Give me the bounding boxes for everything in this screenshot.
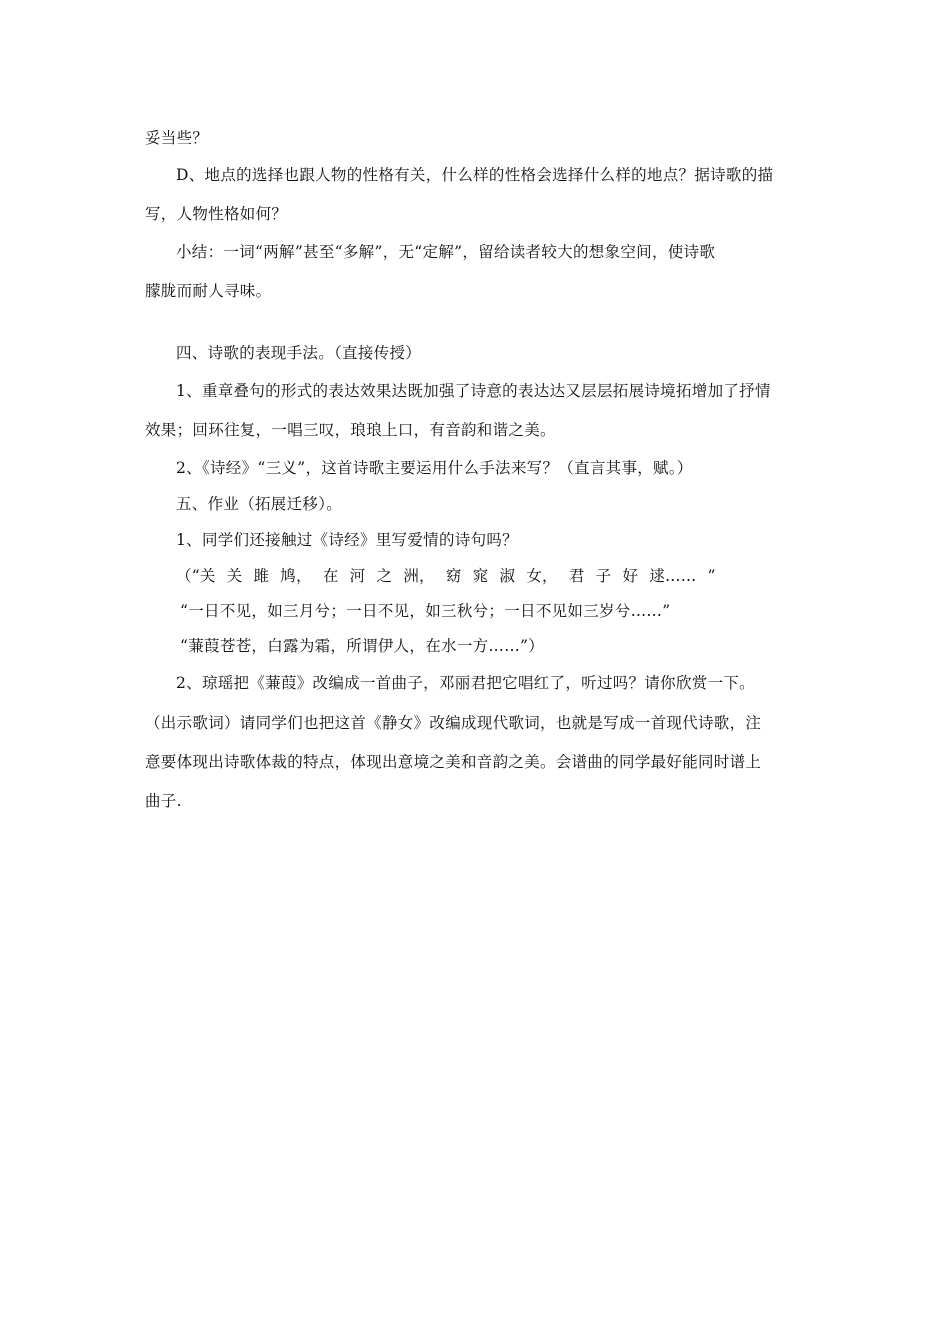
text-line-3: 写，人物性格如何？ <box>145 205 288 223</box>
text-line-9: 2、《诗经》“三义”，这首诗歌主要运用什么手法来写？（直言其事，赋。） <box>176 459 693 477</box>
text-line-8: 效果；回环往复，一唱三叹，琅琅上口，有音韵和谐之美。 <box>145 421 556 439</box>
summary-line-2: 朦胧而耐人寻味。 <box>145 282 272 300</box>
section-heading-4: 四、诗歌的表现手法。（直接传授） <box>176 344 422 362</box>
text-line-18: 曲子. <box>145 792 182 810</box>
text-line-17: 意要体现出诗歌体裁的特点，体现出意境之美和音韵之美。会谱曲的同学最好能同时谱上 <box>145 753 762 771</box>
poem-quote-1: （“关 关 雎 鸠， 在 河 之 洲， 窈 窕 淑 女， 君 子 好 逑…… ” <box>176 567 716 585</box>
text-line-2: D、地点的选择也跟人物的性格有关，什么样的性格会选择什么样的地点？据诗歌的描 <box>176 166 774 184</box>
poem-quote-2: “一日不见，如三月兮；一日不见，如三秋兮；一日不见如三岁兮……” <box>180 602 671 620</box>
poem-quote-3: “蒹葭苍苍，白露为霜，所谓伊人，在水一方……”） <box>180 637 545 655</box>
homework-item-1: 1、同学们还接触过《诗经》里写爱情的诗句吗？ <box>176 531 518 549</box>
section-heading-5: 五、作业（拓展迁移）。 <box>176 495 343 513</box>
text-line-1: 妥当些？ <box>145 129 209 147</box>
text-line-16: （出示歌词）请同学们也把这首《静女》改编成现代歌词，也就是写成一首现代诗歌，注 <box>145 714 762 732</box>
homework-item-2: 2、琼瑶把《蒹葭》改编成一首曲子，邓丽君把它唱红了，听过吗？请你欣赏一下。 <box>176 674 755 692</box>
summary-line-1: 小结：一词“两解”甚至“多解”，无“定解”，留给读者较大的想象空间，使诗歌 <box>176 243 716 261</box>
text-line-7: 1、重章叠句的形式的表达效果达既加强了诗意的表达达又层层拓展诗境拓增加了抒情 <box>176 382 771 400</box>
